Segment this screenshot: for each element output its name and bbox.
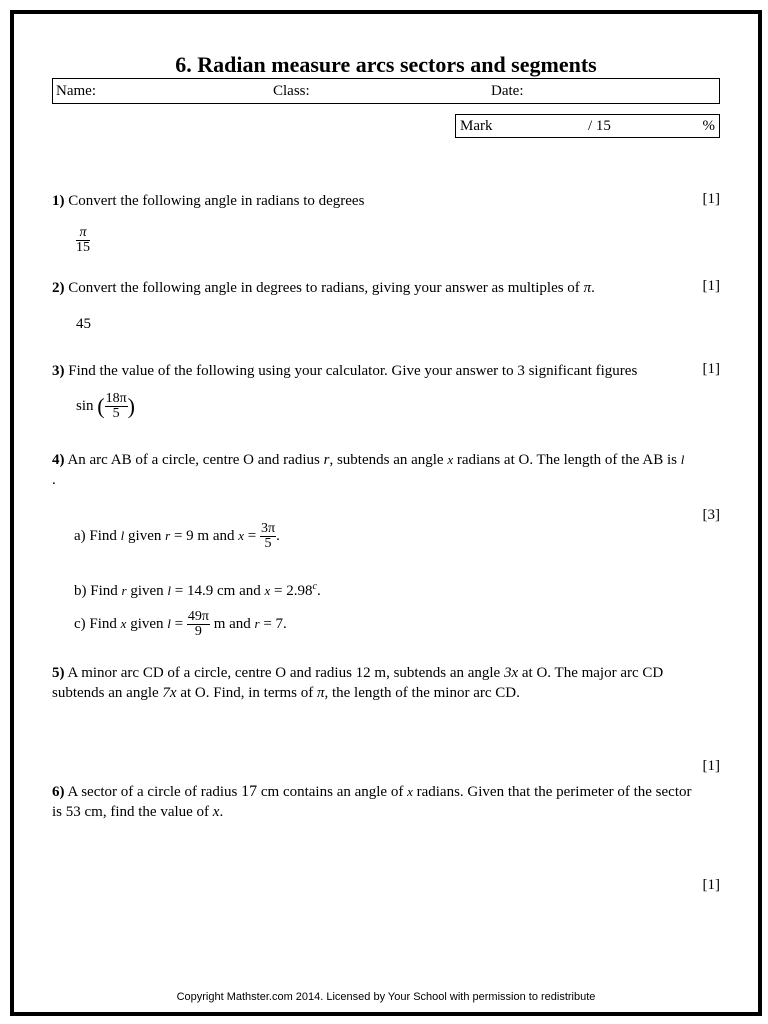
question-text: Convert the following angle in radians to degrees: [68, 193, 365, 209]
question-3-marks: [1]: [702, 361, 720, 377]
mark-label: Mark: [460, 118, 493, 134]
question-2: 2) Convert the following angle in degrees to radians, giving your answer as multiples of π.: [52, 280, 595, 296]
question-2-value: 45: [76, 316, 91, 332]
question-4c: c) Find x given l = $\frac{49\pi}{9}$ m and r = 7.: [74, 609, 287, 639]
question-1: [52, 191, 364, 211]
question-3: 3) Find the value of the following using your calculator. Give your answer to 3 significant figures: [52, 363, 638, 379]
name-label: Name:: [56, 83, 96, 99]
worksheet-page: [10, 10, 762, 1016]
question-2-marks: [1]: [702, 278, 720, 294]
question-6: 6) A sector of a circle of radius 17 cm contains an angle of x radians. Given that the perimeter of the sector is 53 cm, find the value of x.: [52, 783, 692, 820]
question-5-marks: [1]: [702, 758, 720, 774]
question-3-expression: sin ( $\frac{18\pi}{5}$ ): [76, 391, 135, 421]
date-label: Date:: [491, 83, 524, 99]
question-5: 5) A minor arc CD of a circle, centre O and radius 12 m, subtends an angle 3x at O. The major arc CD subtends an angle 7x at O. Find, in terms of π, the length of the minor arc CD.: [52, 665, 664, 701]
mark-box: [455, 114, 720, 138]
question-4a: a) Find l given r = 9 m and x = $\frac{3\pi}{5}$ .: [74, 521, 280, 551]
question-6-marks: [1]: [702, 877, 720, 893]
question-1-marks: [1]: [702, 191, 720, 207]
question-number: 1): [52, 193, 65, 209]
question-4: 4) An arc AB of a circle, centre O and radius r, subtends an angle x radians at O. The length of the AB is l .: [52, 452, 685, 488]
question-1-expression: $\frac{\pi}{15}$: [76, 225, 90, 255]
copyright-footer: Copyright Mathster.com 2014. Licensed by Your School with permission to redistribute: [176, 991, 596, 1003]
student-info-box: [52, 78, 720, 104]
question-4-marks: [3]: [702, 507, 720, 523]
mark-total: / 15: [588, 118, 611, 134]
class-label: Class:: [273, 83, 310, 99]
worksheet-title: 6. Radian measure arcs sectors and segments: [175, 52, 597, 77]
mark-percent: %: [702, 118, 715, 134]
question-4b: b) Find r given l = 14.9 cm and x = 2.98$^c$.: [74, 581, 321, 599]
